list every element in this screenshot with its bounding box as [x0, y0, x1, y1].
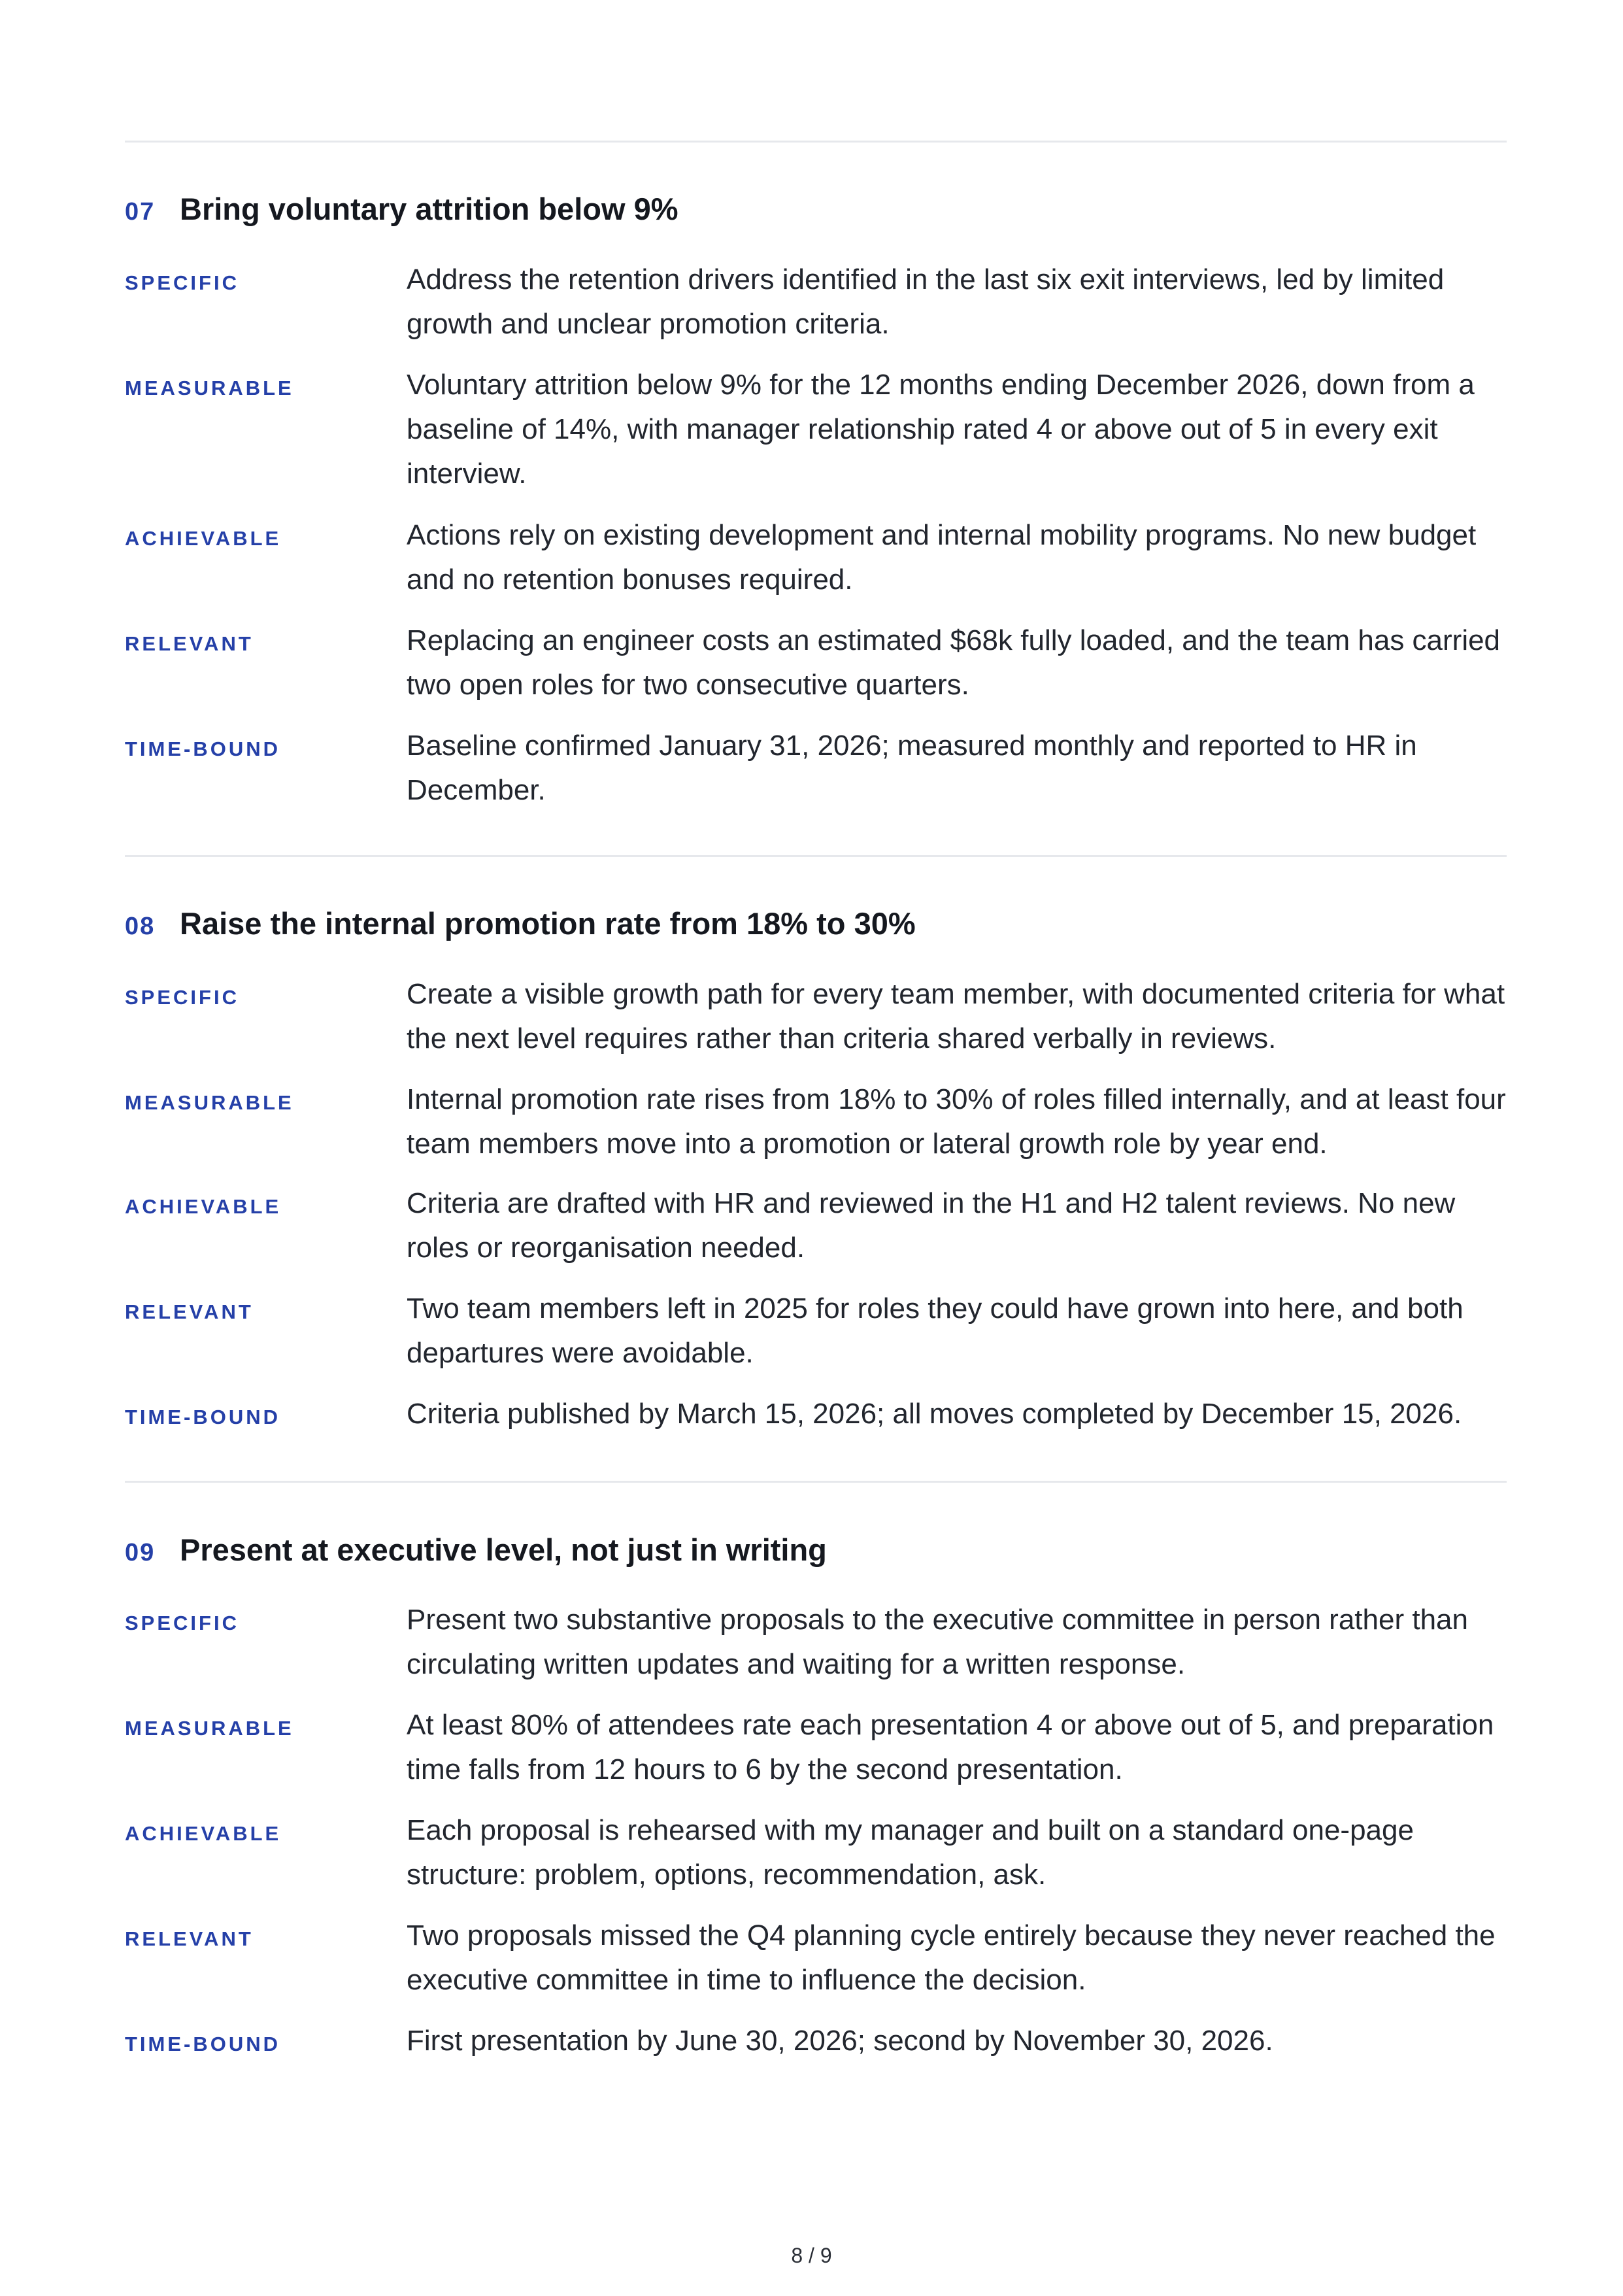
criterion-label-specific: SPECIFIC [125, 271, 239, 294]
criterion-label-relevant: RELEVANT [125, 1927, 254, 1950]
criterion-label-time-bound: TIME-BOUND [125, 2033, 281, 2055]
criterion-label-achievable: ACHIEVABLE [125, 1822, 282, 1845]
criterion-text-measurable: Voluntary attrition below 9% for the 12 months ending December 2026, down from a baseline of 14%, with manager relationship rated 4 or above out of 5 in every exit interview. [407, 369, 1475, 490]
goal-title: Present at executive level, not just in writing [180, 1532, 827, 1567]
goal-number: 08 [125, 913, 156, 940]
criterion-text-specific: Create a visible growth path for every team member, with documented criteria for what the next level requires rather than criteria shared verbally in reviews. [407, 978, 1505, 1055]
criterion-text-time-bound: Baseline confirmed January 31, 2026; measured monthly and reported to HR in December. [407, 730, 1417, 806]
criterion-text-relevant: Two team members left in 2025 for roles they could have grown into here, and both departures were avoidable. [407, 1292, 1464, 1369]
criterion-text-measurable: Internal promotion rate rises from 18% to 30% of roles filled internally, and at least four team members move into a promotion or lateral growth role by year end. [407, 1083, 1506, 1160]
criterion-text-relevant: Replacing an engineer costs an estimated $68k fully loaded, and the team has carried two open roles for two consecutive quarters. [407, 624, 1501, 701]
criterion-text-specific: Address the retention drivers identified in the last six exit interviews, led by limited growth and unclear promotion criteria. [407, 263, 1445, 340]
criterion-text-achievable: Each proposal is rehearsed with my manager and built on a standard one-page structure: problem, options, recommendation, ask. [407, 1814, 1414, 1891]
criterion-label-measurable: MEASURABLE [125, 1717, 294, 1740]
criterion-label-relevant: RELEVANT [125, 632, 254, 655]
section-divider [125, 1481, 1507, 1483]
goal-title: Raise the internal promotion rate from 18% to 30% [180, 906, 916, 941]
criterion-text-measurable: At least 80% of attendees rate each presentation 4 or above out of 5, and preparation time falls from 12 hours to 6 by the second presentation. [407, 1709, 1494, 1785]
page-number: 8 / 9 [791, 2244, 832, 2267]
criterion-label-relevant: RELEVANT [125, 1300, 254, 1323]
criterion-label-time-bound: TIME-BOUND [125, 737, 281, 760]
criterion-label-measurable: MEASURABLE [125, 377, 294, 399]
goal-heading [125, 191, 678, 227]
criterion-text-achievable: Actions rely on existing development and internal mobility programs. No new budget and no retention bonuses required. [407, 519, 1477, 596]
criterion-text-time-bound: Criteria published by March 15, 2026; all moves completed by December 15, 2026. [407, 1398, 1462, 1430]
section-divider [125, 141, 1507, 143]
goal-heading [125, 905, 916, 941]
criterion-label-achievable: ACHIEVABLE [125, 527, 282, 550]
criterion-text-relevant: Two proposals missed the Q4 planning cycle entirely because they never reached the executive committee in time to influence the decision. [407, 1919, 1496, 1996]
criterion-label-achievable: ACHIEVABLE [125, 1195, 282, 1218]
section-divider [125, 855, 1507, 857]
criterion-label-time-bound: TIME-BOUND [125, 1406, 281, 1428]
criterion-text-specific: Present two substantive proposals to the executive committee in person rather than circulating written updates and waiting for a written response. [407, 1604, 1468, 1680]
criterion-text-achievable: Criteria are drafted with HR and reviewed in the H1 and H2 talent reviews. No new roles or reorganisation needed. [407, 1187, 1456, 1264]
goal-number: 07 [125, 198, 156, 226]
goal-title: Bring voluntary attrition below 9% [180, 192, 678, 226]
goal-number: 09 [125, 1539, 156, 1566]
goal-heading [125, 1532, 827, 1568]
criterion-label-specific: SPECIFIC [125, 986, 239, 1009]
criterion-label-specific: SPECIFIC [125, 1612, 239, 1634]
criterion-text-time-bound: First presentation by June 30, 2026; second by November 30, 2026. [407, 2025, 1273, 2057]
criterion-label-measurable: MEASURABLE [125, 1091, 294, 1114]
